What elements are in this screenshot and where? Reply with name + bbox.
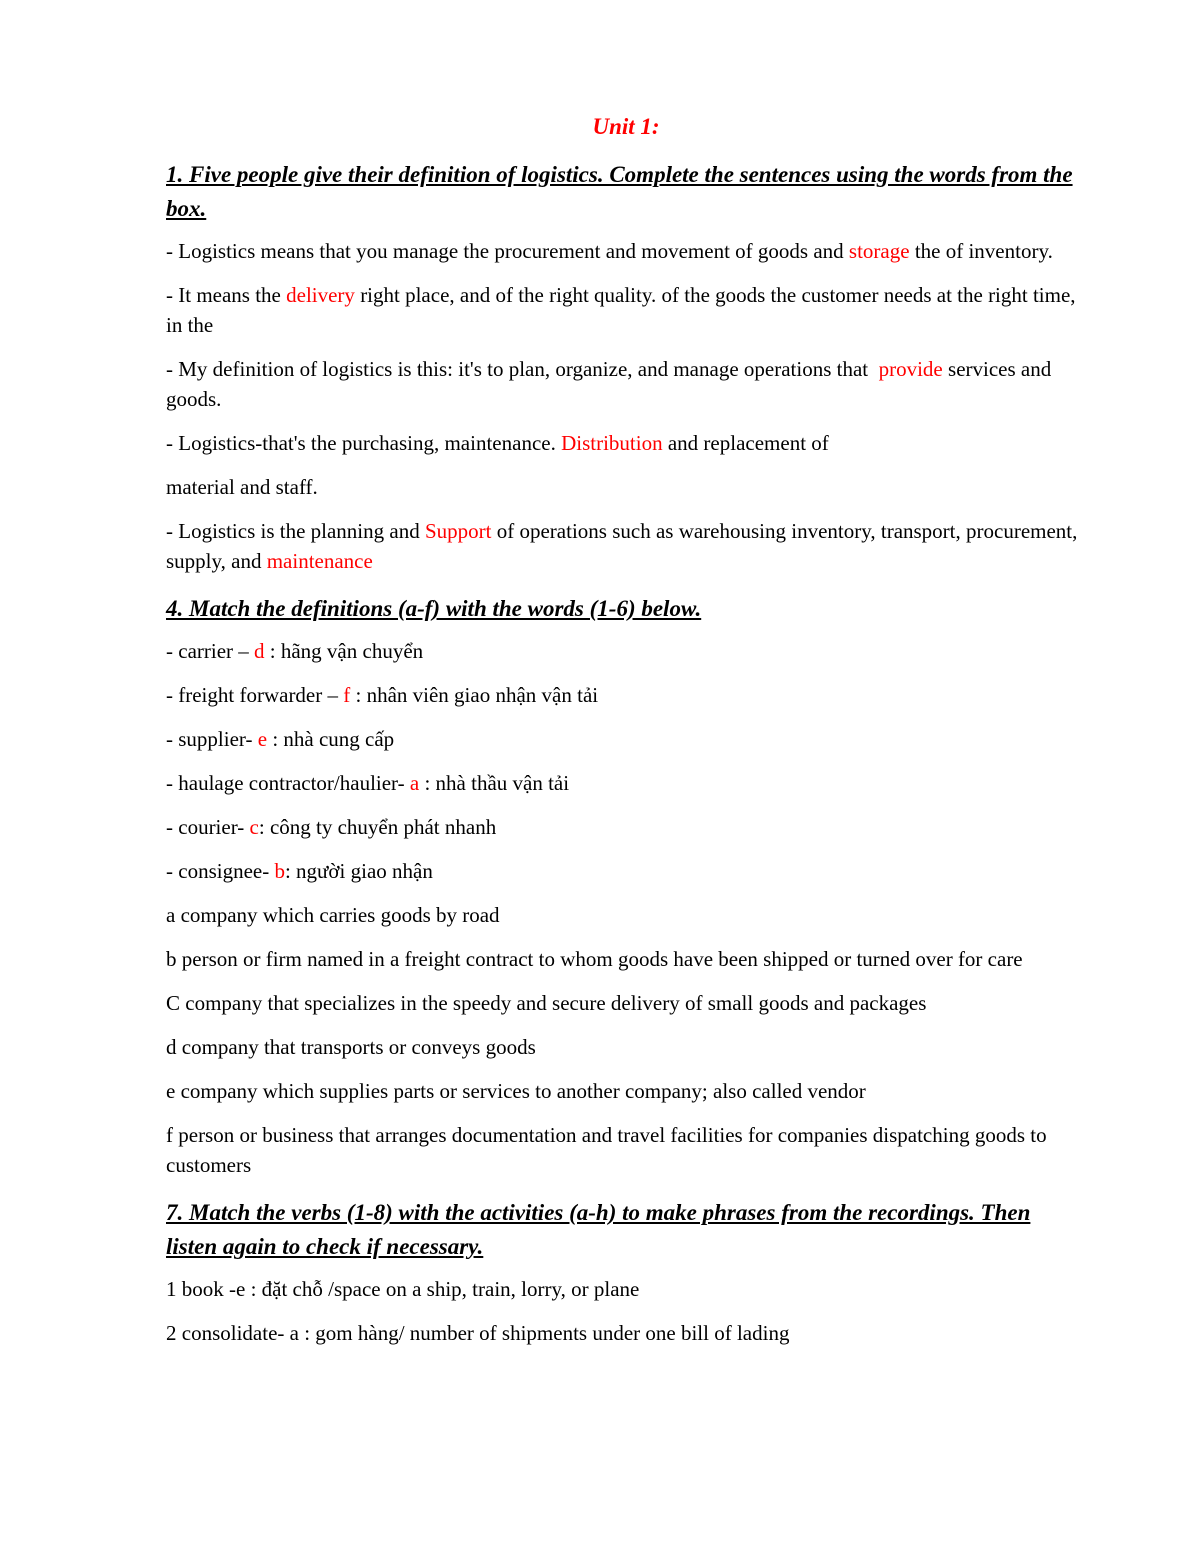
- match-item: [166, 768, 1086, 798]
- page-title: Unit 1:: [592, 114, 660, 139]
- phrase-item: 1 book -e : đặt chỗ /space on a ship, train, lorry, or plane: [166, 1277, 640, 1301]
- sentence-text: material and staff.: [166, 475, 318, 499]
- sentence-text: and replacement of: [662, 431, 829, 455]
- definition-line: C company that specializes in the speedy and secure delivery of small goods and packages: [166, 991, 927, 1015]
- definition-sentence: [166, 472, 1086, 502]
- sentence-text: - My definition of logistics is this: it's to plan, organize, and manage operations that: [166, 357, 879, 381]
- definition-sentence: [166, 280, 1086, 340]
- definition-line: f person or business that arranges documentation and travel facilities for companies dispatching goods to customers: [166, 1123, 1047, 1177]
- answer-word: maintenance: [266, 549, 373, 573]
- definition-line: e company which supplies parts or services to another company; also called vendor: [166, 1079, 866, 1103]
- phrase-item: 2 consolidate- a : gom hàng/ number of shipments under one bill of lading: [166, 1321, 790, 1345]
- match-term: - consignee-: [166, 859, 275, 883]
- answer-word: provide: [878, 357, 943, 381]
- match-item: [166, 856, 1086, 886]
- answer-word: delivery: [286, 283, 355, 307]
- definition-line: b person or firm named in a freight contract to whom goods have been shipped or turned over for care: [166, 947, 1023, 971]
- match-translation: : hãng vận chuyển: [264, 639, 424, 663]
- section-4-heading: 4. Match the definitions (a-f) with the words (1-6) below.: [166, 596, 702, 621]
- sentence-text: - Logistics means that you manage the procurement and movement of goods and: [166, 239, 849, 263]
- section-7-heading: 7. Match the verbs (1-8) with the activities (a-h) to make phrases from the recordings. Then listen again to check if necessary.: [166, 1200, 1031, 1259]
- sentence-text: right place, and of the right quality. of the goods the customer needs at the right time, in the: [166, 283, 1076, 337]
- match-translation: : nhà cung cấp: [267, 727, 395, 751]
- answer-word: Distribution: [561, 431, 663, 455]
- sentence-text: the of inventory.: [909, 239, 1053, 263]
- match-letter: b: [274, 859, 285, 883]
- sentence-text: - Logistics-that's the purchasing, maintenance.: [166, 431, 562, 455]
- match-term: - freight forwarder –: [166, 683, 344, 707]
- definition-sentence: [166, 354, 1086, 414]
- section-1-heading: 1. Five people give their definition of logistics. Complete the sentences using the words from the box.: [166, 162, 1073, 221]
- match-letter: e: [257, 727, 268, 751]
- match-letter: c: [249, 815, 259, 839]
- sentence-text: of operations such as warehousing inventory, transport, procurement, supply, and: [166, 519, 1078, 573]
- match-translation: : người giao nhận: [284, 859, 433, 883]
- match-term: - haulage contractor/haulier-: [166, 771, 410, 795]
- answer-word: Support: [424, 519, 492, 543]
- definition-sentence: [166, 428, 1086, 458]
- match-item: [166, 636, 1086, 666]
- match-translation: : nhà thầu vận tải: [419, 771, 570, 795]
- definition-line: a company which carries goods by road: [166, 903, 500, 927]
- match-letter: d: [254, 639, 265, 663]
- match-translation: : nhân viên giao nhận vận tải: [350, 683, 599, 707]
- sentence-text: services and goods.: [166, 357, 1052, 411]
- definition-sentence: [166, 516, 1086, 576]
- match-letter: f: [343, 683, 351, 707]
- sentence-text: - It means the: [166, 283, 287, 307]
- match-translation: : công ty chuyển phát nhanh: [258, 815, 497, 839]
- match-item: [166, 812, 1086, 842]
- match-item: [166, 724, 1086, 754]
- definition-sentence: [166, 236, 1086, 266]
- match-term: - supplier-: [166, 727, 258, 751]
- match-term: - courier-: [166, 815, 250, 839]
- match-letter: a: [409, 771, 420, 795]
- answer-word: storage: [848, 239, 910, 263]
- definition-line: d company that transports or conveys goods: [166, 1035, 536, 1059]
- document-content: [166, 112, 1086, 1362]
- match-item: [166, 680, 1086, 710]
- sentence-text: - Logistics is the planning and: [166, 519, 425, 543]
- match-term: - carrier –: [166, 639, 255, 663]
